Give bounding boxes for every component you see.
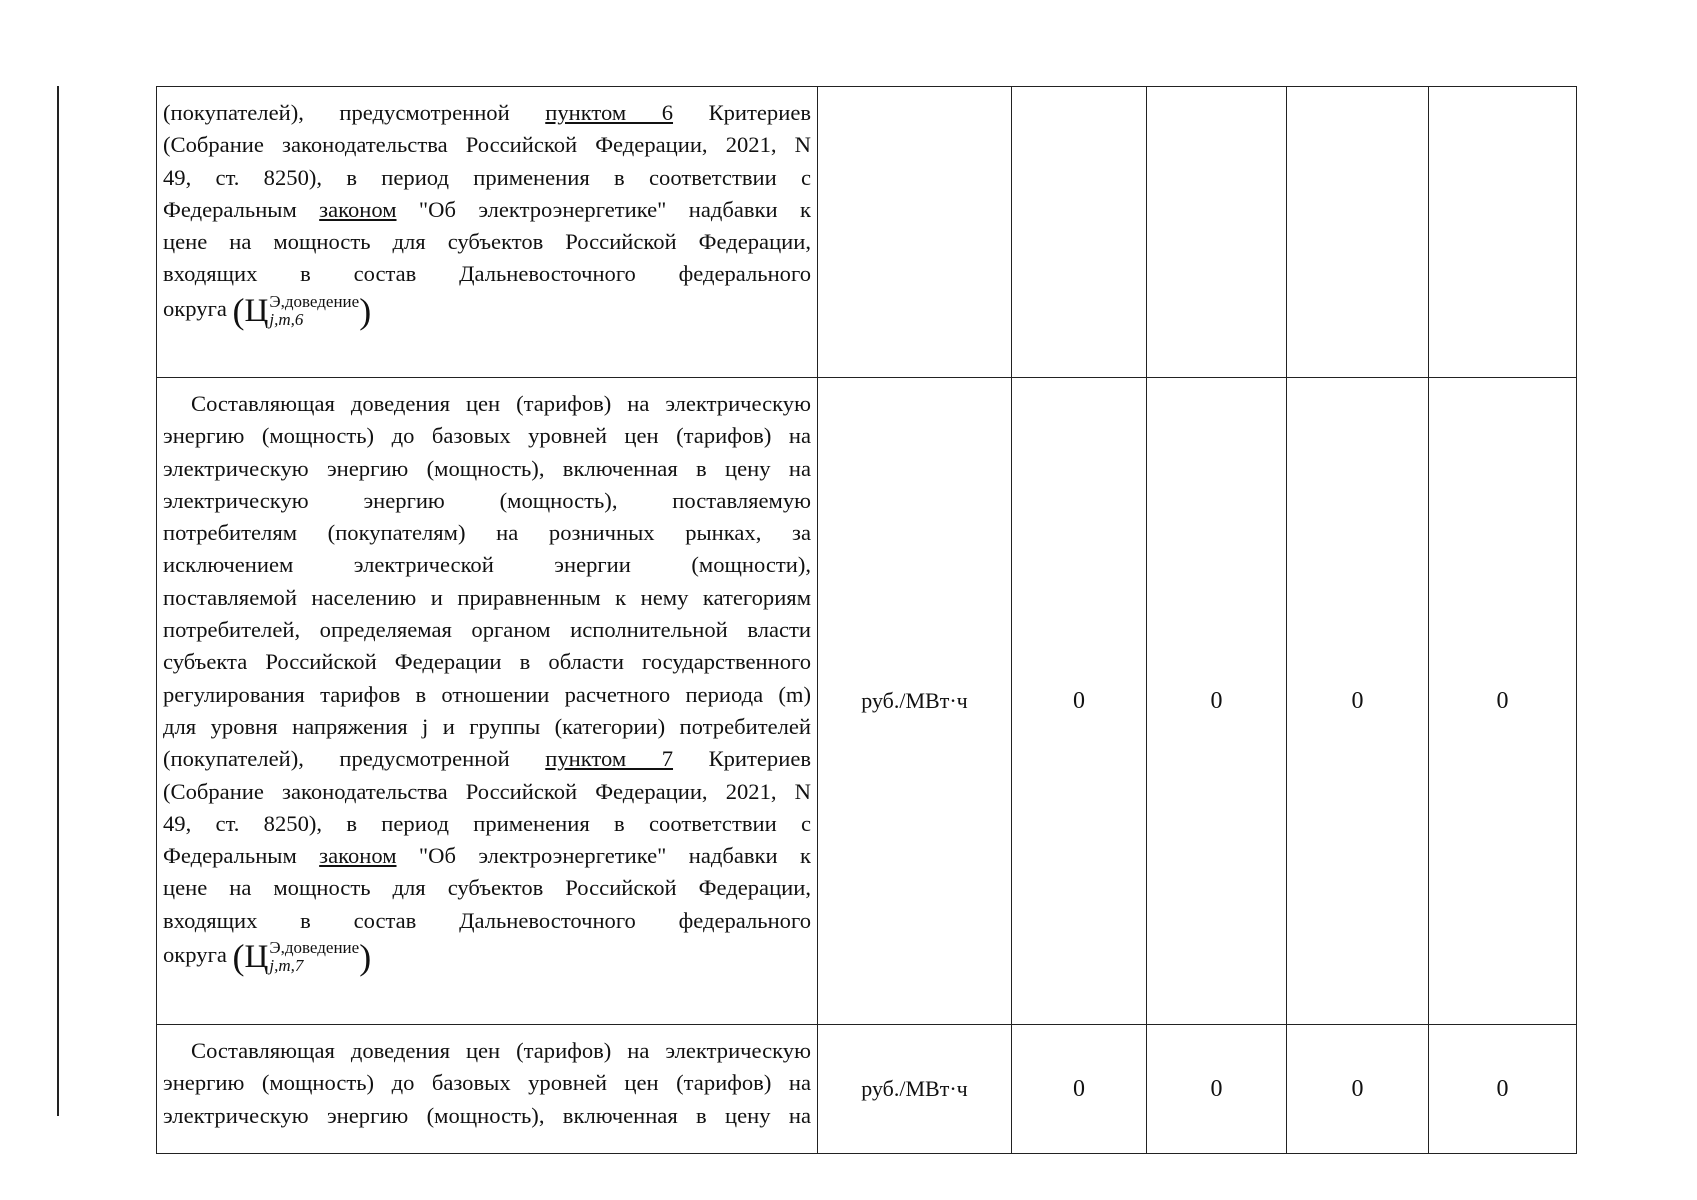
- description-line: входящих в состав Дальневосточного федерального: [163, 907, 811, 933]
- value-cell: 0: [1429, 1025, 1577, 1154]
- law-link[interactable]: законом: [319, 196, 397, 222]
- unit-cell: [818, 87, 1012, 378]
- description-line: цене на мощность для субъектов Российской Федерации,: [163, 875, 811, 901]
- description-line: электрическую энергию (мощность), включенная в цену на: [163, 455, 811, 481]
- value-cell: 0: [1147, 1025, 1287, 1154]
- value-cell: 0: [1429, 378, 1577, 1025]
- description-line: для уровня напряжения j и группы (категории) потребителей: [163, 713, 811, 739]
- value-cell: 0: [1287, 1025, 1429, 1154]
- description-line: Федеральным законом "Об электроэнергетике" надбавки к: [163, 196, 811, 222]
- price-formula: (Ц Э,доведение j,m,6 ): [232, 290, 372, 331]
- description-line: потребителей, определяемая органом исполнительной власти: [163, 617, 811, 643]
- description-line: 49, ст. 8250), в период применения в соответствии с: [163, 164, 811, 190]
- description-line: 49, ст. 8250), в период применения в соответствии с: [163, 810, 811, 836]
- description-line: Федеральным законом "Об электроэнергетике" надбавки к: [163, 843, 811, 869]
- unit-cell: руб./МВт·ч: [818, 378, 1012, 1025]
- description-line: (Собрание законодательства Российской Федерации, 2021, N: [163, 778, 811, 804]
- description-cell: [157, 1025, 818, 1154]
- description-line: (Собрание законодательства Российской Федерации, 2021, N: [163, 132, 811, 158]
- table-row: [157, 1025, 1577, 1154]
- description-line: Составляющая доведения цен (тарифов) на электрическую: [191, 1038, 811, 1063]
- table-row: [157, 87, 1577, 378]
- table-row: [157, 378, 1577, 1025]
- description-line: энергию (мощность) до базовых уровней цен (тарифов) на: [163, 423, 811, 449]
- tariff-table: [156, 86, 1577, 1154]
- description-line: энергию (мощность) до базовых уровней цен (тарифов) на: [163, 1070, 811, 1096]
- criteria-link[interactable]: пунктом 6: [545, 100, 674, 125]
- unit-cell: руб./МВт·ч: [818, 1025, 1012, 1154]
- description-line: Составляющая доведения цен (тарифов) на электрическую: [191, 391, 811, 416]
- value-cell: [1012, 87, 1147, 378]
- value-cell: [1147, 87, 1287, 378]
- description-line: цене на мощность для субъектов Российской Федерации,: [163, 229, 811, 255]
- criteria-link[interactable]: пунктом 7: [545, 746, 674, 772]
- value-cell: 0: [1287, 378, 1429, 1025]
- description-cell: [157, 87, 818, 378]
- page-margin-line: [57, 86, 59, 1116]
- formula-line: округа (Ц Э,доведение j,m,7 ): [163, 937, 372, 978]
- description-cell: [157, 378, 818, 1025]
- law-link[interactable]: законом: [319, 843, 397, 869]
- description-line: (покупателей), предусмотренной пунктом 6 Критериев: [163, 100, 812, 125]
- value-cell: 0: [1012, 378, 1147, 1025]
- description-line: исключением электрической энергии (мощности),: [163, 552, 811, 578]
- formula-line: округа (Ц Э,доведение j,m,6 ): [163, 290, 372, 331]
- description-line: (покупателей), предусмотренной пунктом 7 Критериев: [163, 746, 812, 772]
- description-line: электрическую энергию (мощность), включенная в цену на: [163, 1102, 811, 1128]
- description-line: входящих в состав Дальневосточного федерального: [163, 261, 811, 287]
- description-line: потребителям (покупателям) на розничных рынках, за: [163, 520, 811, 546]
- price-formula: (Ц Э,доведение j,m,7 ): [232, 937, 372, 978]
- description-line: поставляемой населению и приравненным к нему категориям: [163, 584, 811, 610]
- description-line: субъекта Российской Федерации в области государственного: [163, 649, 811, 675]
- description-line: электрическую энергию (мощность), поставляемую: [163, 487, 811, 513]
- description-line: регулирования тарифов в отношении расчетного периода (m): [163, 681, 811, 707]
- value-cell: 0: [1012, 1025, 1147, 1154]
- value-cell: 0: [1147, 378, 1287, 1025]
- value-cell: [1429, 87, 1577, 378]
- value-cell: [1287, 87, 1429, 378]
